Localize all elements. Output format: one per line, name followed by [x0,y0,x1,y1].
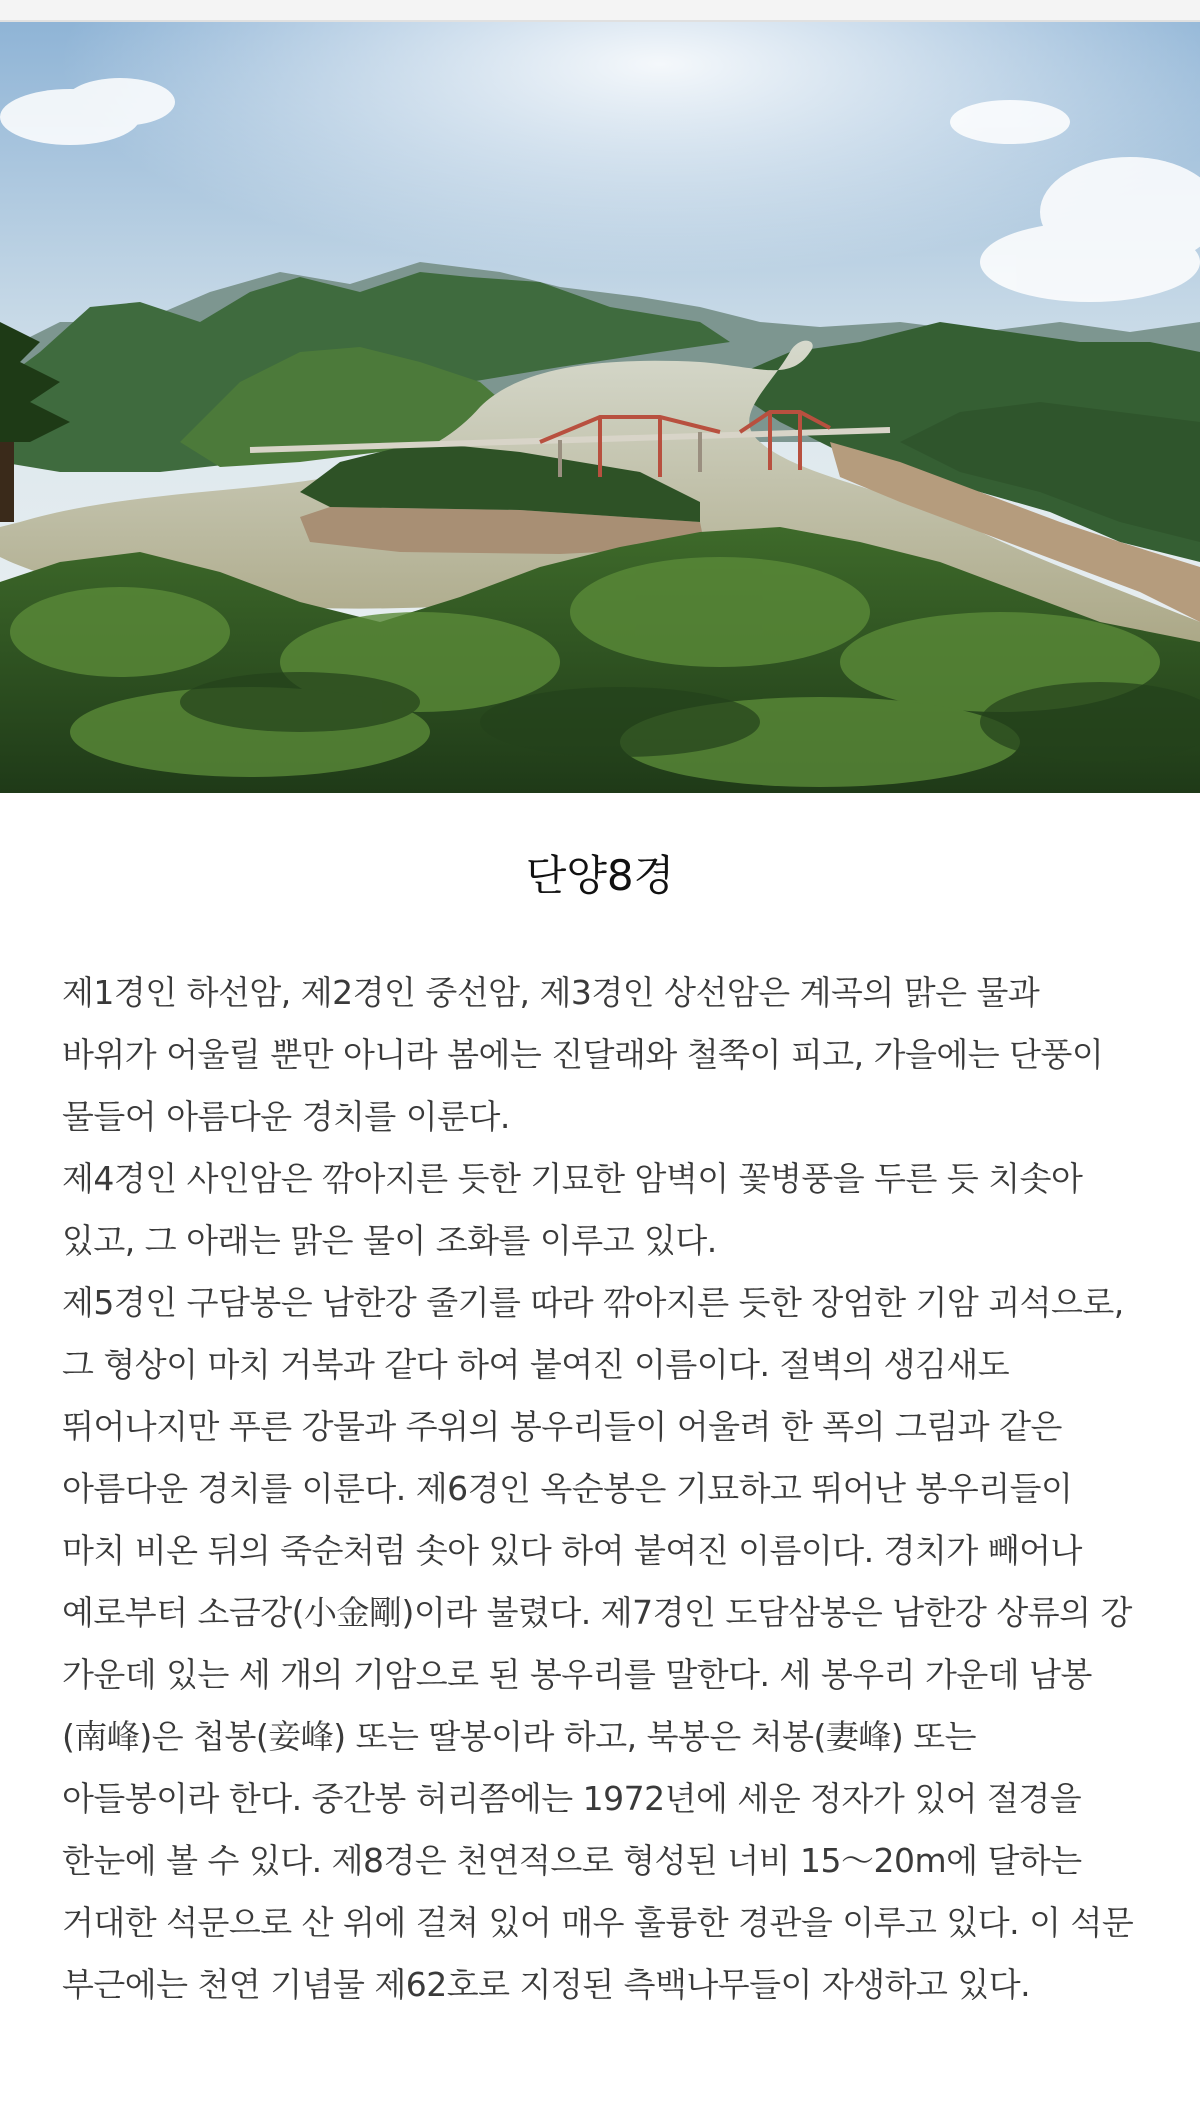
article-paragraph-3: 제5경인 구담봉은 남한강 줄기를 따라 깎아지른 듯한 장엄한 기암 괴석으로, 그 형상이 마치 거북과 같다 하여 붙여진 이름이다. 절벽의 생김새도 뛰어나지만 푸른 강물과 주위의 봉우리들이 어울려 한 폭의 그림과 같은 아름다운 경치를 이룬다. 제6경인 옥순봉은 기묘하고 뛰어난 봉우리들이 마치 비온 뒤의 죽순처럼 솟아 있다 하여 붙여진 이름이다. 경치가 빼어나 예로부터 소금강(小金剛)이라 불렸다. 제7경인 도담삼봉은 남한강 상류의 강 가운데 있는 세 개의 기암으로 된 봉우리를 말한다. 세 봉우리 가운데 남봉(南峰)은 첩봉(妾峰) 또는 딸봉이라 하고, 북봉은 처봉(妻峰) 또는 아들봉이라 한다. 중간봉 허리쯤에는 1972년에 세운 정자가 있어 절경을 한눈에 볼 수 있다. 제8경은 천연적으로 형성된 너비 15～20m에 달하는 거대한 석문으로 산 위에 걸쳐 있어 매우 훌륭한 경관을 이루고 있다. 이 석문 부근에는 천연 기념물 제62호로 지정된 측백나무들이 자생하고 있다. [62,1283,1134,2004]
article-title: 단양8경 [525,851,675,900]
landscape-illustration [0,22,1200,793]
article-body [62,962,1142,2016]
landscape-photo [0,22,1200,793]
article-paragraph-1: 제1경인 하선암, 제2경인 중선암, 제3경인 상선암은 계곡의 맑은 물과 바위가 어울릴 뿐만 아니라 봄에는 진달래와 철쭉이 피고, 가을에는 단풍이 물들어 아름다운 경치를 이룬다. [62,973,1104,1136]
article-paragraph-2: 제4경인 사인암은 깎아지른 듯한 기묘한 암벽이 꽃병풍을 두른 듯 치솟아 있고, 그 아래는 맑은 물이 조화를 이루고 있다. [62,1159,1083,1260]
top-divider [0,0,1200,22]
